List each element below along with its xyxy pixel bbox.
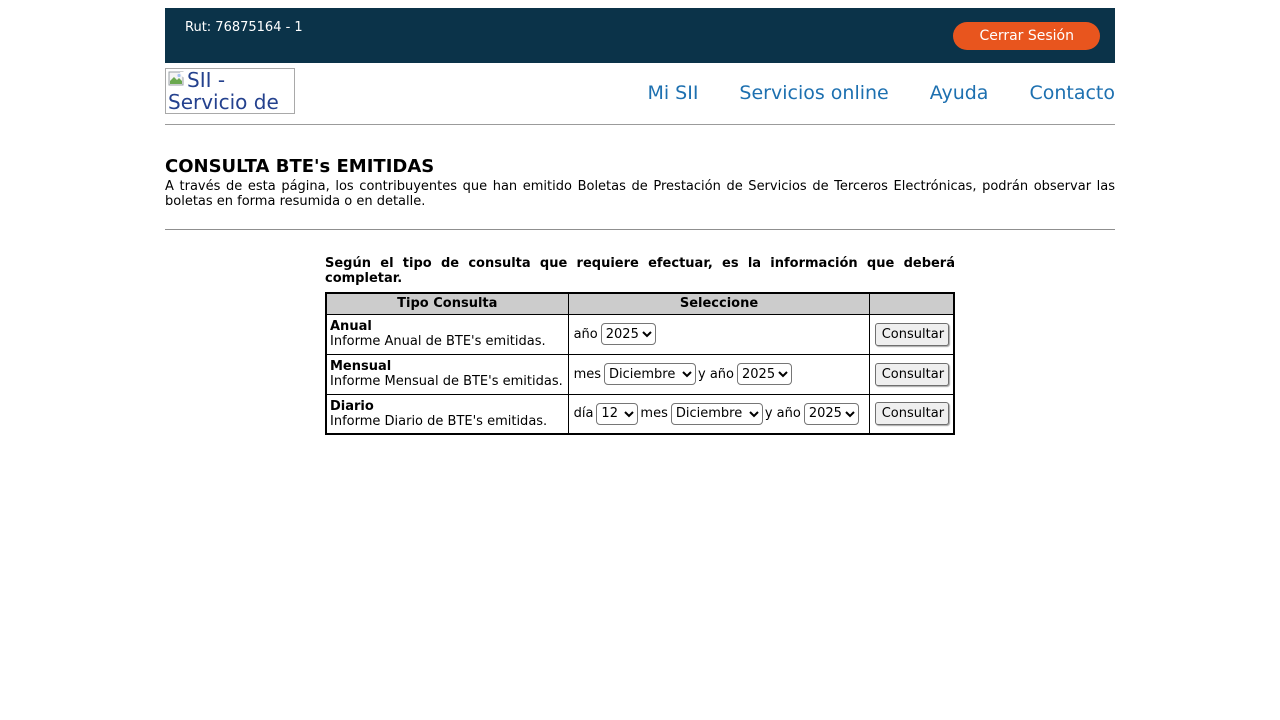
intro-text: Según el tipo de consulta que requiere efectuar, es la información que deberá completar. bbox=[325, 256, 955, 286]
diario-year-label: y año bbox=[764, 406, 801, 422]
diario-year-select[interactable] bbox=[804, 403, 859, 425]
mensual-year-label: y año bbox=[698, 366, 735, 382]
mensual-month-select[interactable] bbox=[604, 363, 696, 385]
mensual-consultar-button[interactable]: Consultar bbox=[875, 363, 949, 386]
site-header bbox=[165, 63, 1115, 125]
table-row-anual bbox=[326, 314, 954, 354]
header-seleccione: Seleccione bbox=[568, 293, 870, 314]
nav-servicios-online[interactable]: Servicios online bbox=[739, 82, 889, 104]
session-bar bbox=[165, 8, 1115, 63]
row-anual-title: Anual bbox=[330, 319, 372, 334]
diario-consultar-button[interactable]: Consultar bbox=[875, 402, 949, 425]
anual-year-select[interactable] bbox=[601, 323, 656, 345]
nav-ayuda[interactable]: Ayuda bbox=[929, 82, 989, 104]
divider bbox=[165, 229, 1115, 230]
broken-image-icon bbox=[168, 69, 186, 85]
logout-button[interactable]: Cerrar Sesión bbox=[953, 22, 1100, 50]
diario-month-label: mes bbox=[640, 406, 668, 422]
row-diario-description: Informe Diario de BTE's emitidas. bbox=[330, 413, 548, 429]
row-mensual-title: Mensual bbox=[330, 359, 392, 374]
header-accion bbox=[870, 293, 954, 314]
page-title: CONSULTA BTE's EMITIDAS bbox=[165, 156, 435, 177]
anual-year-label: año bbox=[573, 326, 598, 342]
table-row-mensual bbox=[326, 354, 954, 394]
table-row-diario bbox=[326, 394, 954, 434]
nav-contacto[interactable]: Contacto bbox=[1029, 82, 1115, 104]
page-container bbox=[165, 8, 1115, 435]
logo-alt-text: SII - Servicio de bbox=[168, 68, 279, 114]
row-anual-description: Informe Anual de BTE's emitidas. bbox=[330, 334, 546, 349]
nav-mi-sii[interactable]: Mi SII bbox=[647, 82, 699, 104]
table-header-row bbox=[326, 293, 954, 314]
consulta-table bbox=[325, 292, 955, 435]
rut-label: Rut: 76875164 - 1 bbox=[185, 20, 303, 35]
main-nav bbox=[647, 68, 1115, 104]
diario-month-select[interactable] bbox=[671, 403, 763, 425]
page-description: A través de esta página, los contribuyentes que han emitido Boletas de Prestación de Servicios de Terceros Electrónicas, podrán observar las boletas en forma resumida o en detalle. bbox=[165, 179, 1115, 209]
consulta-section bbox=[325, 256, 955, 435]
row-diario-title: Diario bbox=[330, 398, 374, 414]
diario-day-select[interactable] bbox=[596, 403, 638, 425]
mensual-year-select[interactable] bbox=[737, 363, 792, 385]
sii-logo-broken-image[interactable] bbox=[165, 68, 295, 114]
header-tipo-consulta: Tipo Consulta bbox=[326, 293, 568, 314]
row-mensual-description: Informe Mensual de BTE's emitidas. bbox=[330, 374, 563, 389]
diario-day-label: día bbox=[573, 406, 594, 422]
anual-consultar-button[interactable]: Consultar bbox=[875, 323, 949, 346]
mensual-month-label: mes bbox=[573, 366, 602, 382]
